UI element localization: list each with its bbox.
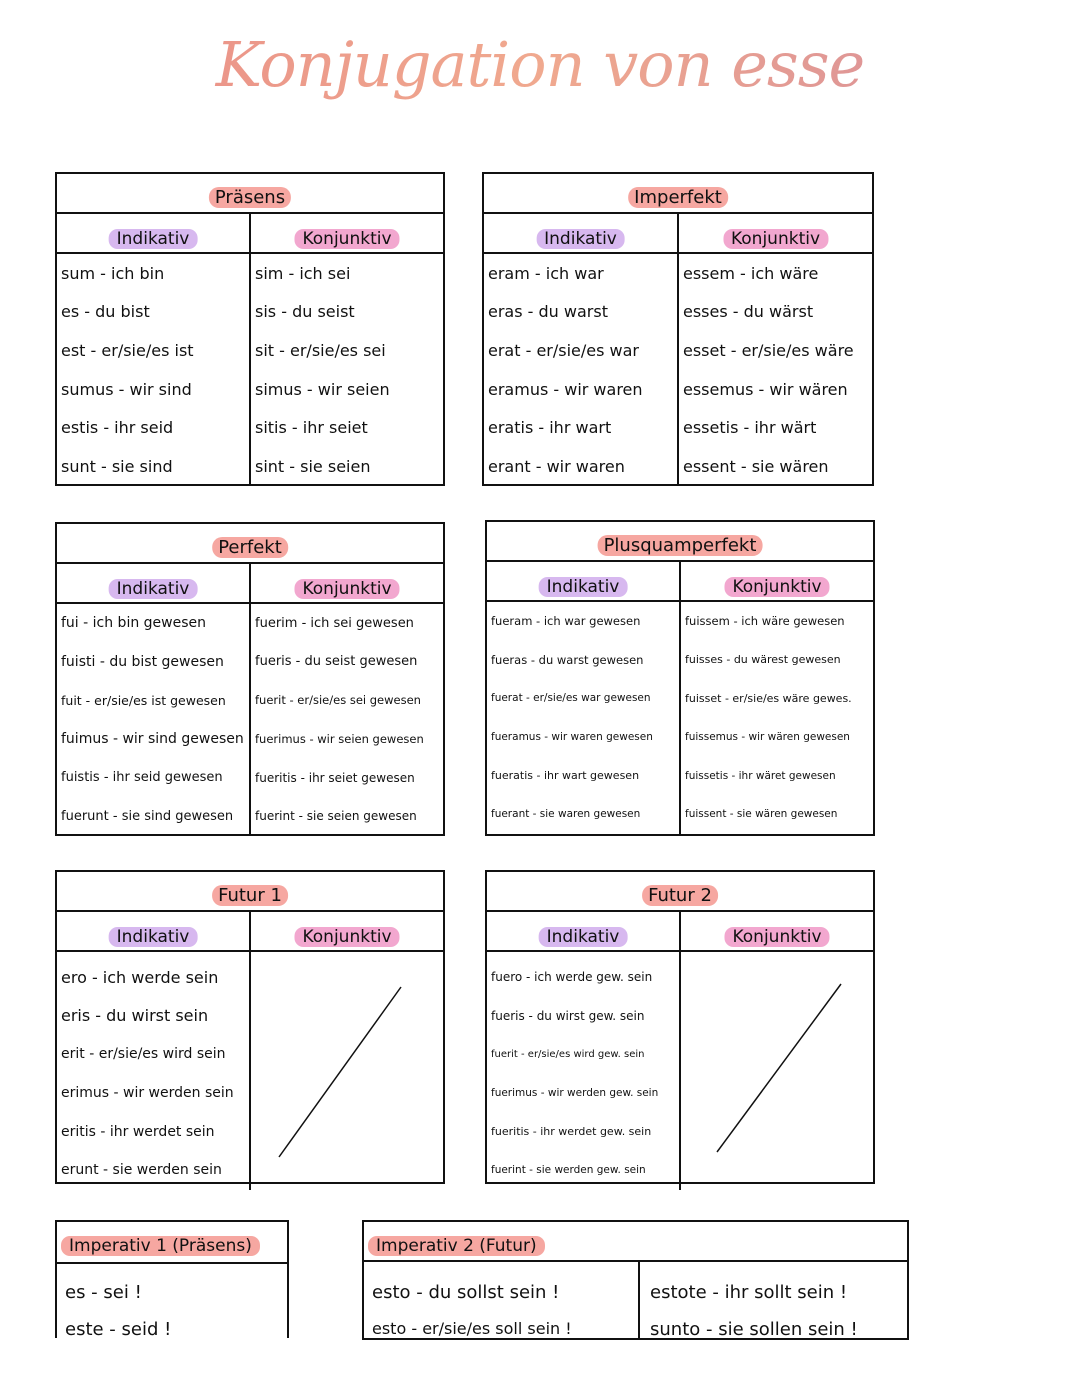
conjugation-row: fui - ich bin gewesen [61, 615, 206, 632]
imperativ2-title: Imperativ 2 (Futur) [368, 1236, 545, 1256]
conjugation-row: fuissent - sie wären gewesen [685, 808, 838, 821]
conjugation-row: fuistis - ihr seid gewesen [61, 770, 223, 786]
imperativ-row: este - seid ! [65, 1319, 172, 1340]
conjugation-row: fuerint - sie seien gewesen [255, 809, 417, 824]
conjugation-row: eris - du wirst sein [61, 1006, 209, 1026]
conjugation-row: fuerat - er/sie/es war gewesen [491, 692, 651, 705]
conjugation-row: fuerunt - sie sind gewesen [61, 808, 234, 824]
conjugation-row: eratis - ihr wart [488, 418, 612, 438]
indikativ-column [487, 602, 679, 834]
conjugation-row: fuissemus - wir wären gewesen [685, 731, 850, 744]
conjugation-row: ero - ich werde sein [61, 967, 219, 987]
conjugation-row: es - du bist [61, 302, 150, 322]
conjugation-row: eritis - ihr werdet sein [61, 1123, 215, 1140]
conjugation-row: fueritis - ihr seiet gewesen [255, 770, 415, 785]
conjugation-row: fuisti - du bist gewesen [61, 653, 224, 670]
conjugation-row: fuissem - ich wäre gewesen [685, 614, 845, 629]
conjugation-row: fueras - du warst gewesen [491, 652, 644, 667]
indikativ-column [484, 254, 677, 486]
conjugation-row: fuerit - er/sie/es wird gew. sein [491, 1048, 645, 1060]
conjugation-row: esses - du wärst [683, 302, 814, 322]
conjugation-row: simus - wir seien [255, 379, 390, 399]
table-praesens [55, 172, 445, 486]
tense-heading: Futur 1 [212, 885, 288, 906]
conjugation-row: sunt - sie sind [61, 456, 173, 476]
indikativ-label: Indikativ [109, 927, 198, 947]
conjugation-row: fuerant - sie waren gewesen [491, 808, 641, 821]
conjugation-row: fuerim - ich sei gewesen [255, 615, 414, 631]
conjugation-row: sit - er/sie/es sei [255, 340, 386, 360]
conjugation-row: fueris - du seist gewesen [255, 654, 418, 670]
imperativ-row: estote - ihr sollt sein ! [650, 1282, 848, 1303]
page-title: Konjugation von esse [0, 28, 1080, 101]
conjugation-row: erat - er/sie/es war [488, 340, 640, 360]
conjugation-row: fuit - er/sie/es ist gewesen [61, 692, 226, 708]
indikativ-column [57, 604, 249, 836]
indikativ-column [57, 254, 249, 486]
conjugation-row: erunt - sie werden sein [61, 1162, 222, 1179]
indikativ-label: Indikativ [109, 579, 198, 599]
conjugation-row: sitis - ihr seiet [255, 418, 368, 438]
conjugation-row: fueratis - ihr wart gewesen [491, 769, 640, 783]
indikativ-column [487, 952, 679, 1190]
conjugation-row: fuimus - wir sind gewesen [61, 731, 244, 748]
conjugation-row: fueris - du wirst gew. sein [491, 1008, 645, 1023]
conjugation-row: esset - er/sie/es wäre [683, 340, 854, 360]
conjugation-row: sint - sie seien [255, 456, 371, 476]
table-imperfekt [482, 172, 874, 486]
imperativ-row: esto - er/sie/es soll sein ! [372, 1319, 572, 1338]
indikativ-label: Indikativ [536, 229, 625, 249]
conjugation-row: essetis - ihr wärt [683, 418, 817, 438]
conjugation-row: fuerint - sie werden gew. sein [491, 1164, 646, 1177]
conjugation-row: sis - du seist [255, 302, 355, 322]
imperativ-row: es - sei ! [65, 1282, 142, 1303]
conjugation-row: fuero - ich werde gew. sein [491, 970, 653, 985]
conjugation-row: sim - ich sei [255, 263, 351, 283]
indikativ-column [57, 952, 249, 1190]
tense-heading: Plusquamperfekt [598, 535, 763, 556]
conjugation-row: fueram - ich war gewesen [491, 614, 641, 629]
table-plusquamperfekt [485, 520, 875, 836]
konjunktiv-label: Konjunktiv [723, 229, 828, 249]
imperativ-row: sunto - sie sollen sein ! [650, 1319, 858, 1340]
conjugation-row: fuissetis - ihr wäret gewesen [685, 769, 836, 782]
konjunktiv-column [249, 952, 443, 1190]
table-perfekt [55, 522, 445, 836]
conjugation-row: fuisses - du wärest gewesen [685, 653, 841, 667]
conjugation-row: fuerimus - wir seien gewesen [255, 732, 424, 747]
konjunktiv-column [249, 604, 443, 836]
conjugation-row: erit - er/sie/es wird sein [61, 1046, 226, 1063]
conjugation-row: fueritis - ihr werdet gew. sein [491, 1125, 652, 1139]
indikativ-label: Indikativ [539, 927, 628, 947]
imperativ-row: esto - du sollst sein ! [372, 1282, 560, 1303]
tense-heading: Imperfekt [628, 187, 728, 208]
konjunktiv-column [679, 602, 873, 834]
table-futur1 [55, 870, 445, 1184]
conjugation-row: erant - wir waren [488, 456, 625, 476]
konjunktiv-column [677, 254, 872, 486]
konjunktiv-label: Konjunktiv [294, 579, 399, 599]
empty-slash [681, 952, 873, 1188]
conjugation-row: fuerimus - wir werden gew. sein [491, 1087, 659, 1100]
indikativ-label: Indikativ [109, 229, 198, 249]
table-futur2 [485, 870, 875, 1184]
konjunktiv-column [679, 952, 873, 1190]
conjugation-row: essemus - wir wären [683, 379, 848, 399]
conjugation-row: est - er/sie/es ist [61, 340, 194, 360]
tense-heading: Präsens [209, 187, 291, 208]
conjugation-row: eram - ich war [488, 263, 604, 283]
empty-slash [251, 952, 443, 1188]
konjunktiv-label: Konjunktiv [294, 229, 399, 249]
konjunktiv-label: Konjunktiv [294, 927, 399, 947]
conjugation-row: eras - du warst [488, 302, 608, 322]
conjugation-row: eramus - wir waren [488, 379, 643, 399]
conjugation-row: fuisset - er/sie/es wäre gewes. [685, 691, 852, 705]
tense-heading: Perfekt [212, 537, 288, 558]
conjugation-row: sum - ich bin [61, 263, 165, 283]
konjunktiv-label: Konjunktiv [724, 927, 829, 947]
imperativ1-title: Imperativ 1 (Präsens) [61, 1236, 260, 1256]
konjunktiv-column [249, 254, 443, 486]
konjunktiv-label: Konjunktiv [724, 577, 829, 597]
indikativ-label: Indikativ [539, 577, 628, 597]
conjugation-row: essent - sie wären [683, 456, 829, 476]
tense-heading: Futur 2 [642, 885, 718, 906]
conjugation-row: estis - ihr seid [61, 418, 174, 438]
table-imperativ1 [55, 1220, 289, 1338]
conjugation-row: fueramus - wir waren gewesen [491, 731, 653, 744]
table-imperativ2 [362, 1220, 909, 1340]
conjugation-row: erimus - wir werden sein [61, 1085, 234, 1102]
conjugation-row: sumus - wir sind [61, 379, 192, 399]
conjugation-row: fuerit - er/sie/es sei gewesen [255, 693, 421, 708]
conjugation-row: essem - ich wäre [683, 263, 819, 283]
